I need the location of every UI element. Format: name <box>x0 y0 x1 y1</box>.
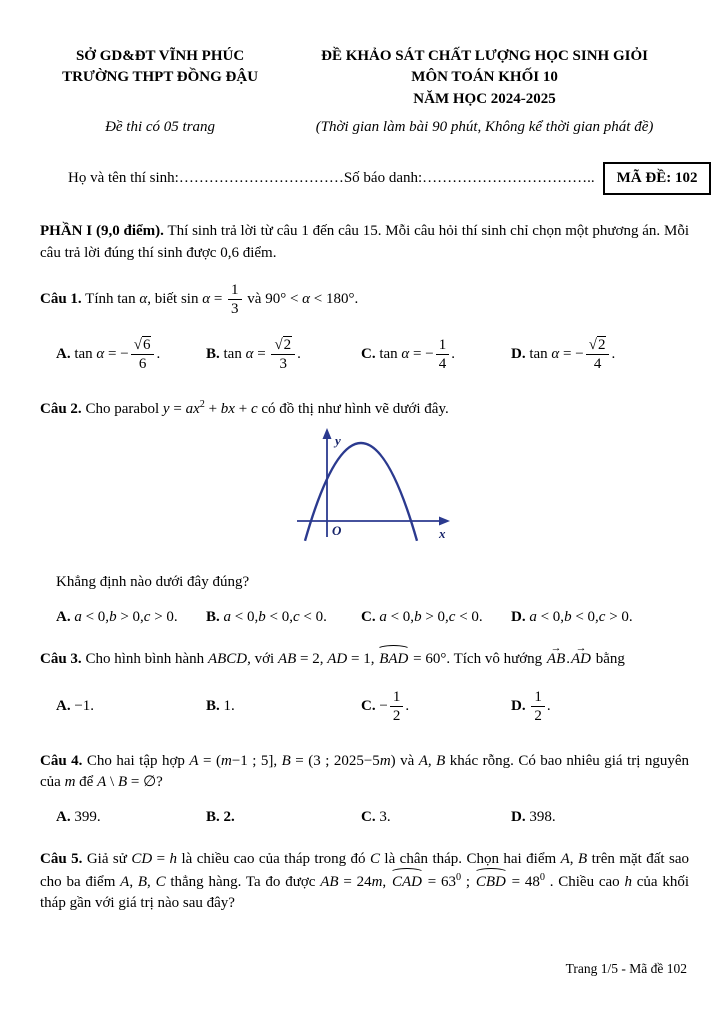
page-count-note: Đề thi có 05 trang <box>105 118 216 135</box>
question-5-body: Giả sử CD = h là chiều cao của tháp trong đó C là chân tháp. Chọn hai điểm A, B trên mặt đất sao cho ba điểm A, B, C thẳng hàng. Ta đo được AB = 24m, CAD = $63^0$ ; CBD = $48^0$ . Chiều cao h của khối tháp gần với giá trị nào sau đây? <box>40 851 690 911</box>
y-axis-arrow <box>322 428 331 439</box>
option-label: B. <box>206 808 220 825</box>
x-axis-label: x <box>438 525 445 541</box>
question-1-options <box>40 327 689 381</box>
option-label: C. <box>361 698 376 715</box>
option-value: 398. <box>529 808 556 825</box>
question-1-label: Câu 1. <box>40 291 82 308</box>
exam-year: NĂM HỌC 2024-2025 <box>413 90 556 107</box>
question-4-body: Cho hai tập hợp A = (m−1 ; 5], B = (3 ; 2025−5m) và A, B khác rỗng. Có bao nhiêu giá trị nguyên của m để A \ B = ∅? <box>40 752 690 790</box>
fraction: $\frac{√2}{4}$ <box>586 337 610 372</box>
parabola-figure <box>58 429 689 558</box>
x-axis-arrow <box>439 516 450 525</box>
answer-option <box>511 807 689 828</box>
department-name: SỞ GD&ĐT VĨNH PHÚC <box>75 48 245 64</box>
candidate-name-dots: …………………………… <box>178 170 344 187</box>
option-value: −1. <box>74 697 95 714</box>
angle-hat-notation: BAD <box>378 649 409 670</box>
option-label: A. <box>56 345 71 362</box>
parabola-graph <box>289 429 459 551</box>
answer-option <box>56 807 206 828</box>
parabola-curve <box>305 443 417 541</box>
answer-option <box>511 607 689 628</box>
question-3-body: Cho hình bình hành ABCD, với AB = 2, AD = 1, BAD = 60°. Tích vô hướng AB →.AD → bằng <box>85 651 624 667</box>
question-5-label: Câu 5. <box>40 851 83 868</box>
answer-option <box>511 336 689 373</box>
option-value: a < 0,b < 0,c > 0. <box>529 608 633 625</box>
part1-instructions: Thí sinh trả lời từ câu 1 đến câu 15. Mỗi câu hỏi thí sinh chỉ chọn một phương án. Mỗi câu trả lời đúng thí sinh được 0,6 điểm. <box>40 223 689 261</box>
question-2-options <box>40 602 689 632</box>
question-2 <box>40 398 689 420</box>
candidate-id-label: Số báo danh: <box>343 170 423 187</box>
exam-title: ĐỀ KHẢO SÁT CHẤT LƯỢNG HỌC SINH GIỎI <box>321 48 648 64</box>
answer-option <box>511 688 689 725</box>
option-value: tan α = $\frac{√2}{3}$ . <box>223 336 301 372</box>
question-2-body: Cho parabol $y = ax^2$ + bx + c có đồ thị như hình vẽ dưới đây. <box>85 399 449 418</box>
option-label: C. <box>361 345 376 362</box>
option-value: a < 0,b < 0,c < 0. <box>223 608 327 625</box>
candidate-id-dots: …………………………….. <box>422 170 595 187</box>
answer-option <box>361 688 511 725</box>
question-3 <box>40 649 689 670</box>
option-value: 1. <box>223 697 235 714</box>
candidate-row <box>68 162 698 195</box>
option-value: $\frac{1}{2}$ . <box>529 698 550 714</box>
option-value: tan α = − $\frac{√2}{4}$ . <box>529 336 616 372</box>
option-value: 2. <box>223 808 235 825</box>
exam-header-notes <box>40 117 689 138</box>
option-label: B. <box>206 608 220 625</box>
question-1 <box>40 281 689 318</box>
option-label: A. <box>56 808 71 825</box>
answer-option <box>206 807 361 828</box>
page-footer: Trang 1/5 - Mã đề 102 <box>565 960 687 976</box>
question-3-label: Câu 3. <box>40 651 82 668</box>
question-1-body: Tính tan α, biết sin α = $\frac{1}{3}$ và 90° < α < 180°. <box>85 282 359 318</box>
fraction: $\frac{√6}{6}$ <box>131 337 155 372</box>
exam-header <box>40 46 689 110</box>
question-4-options <box>40 802 689 832</box>
answer-option <box>56 696 206 717</box>
question-2-subquestion: Khẳng định nào dưới đây đúng? <box>56 574 250 591</box>
question-4 <box>40 751 689 794</box>
fraction: $\frac{1}{2}$ <box>390 689 404 724</box>
fraction: $\frac{1}{3}$ <box>228 282 242 317</box>
option-label: D. <box>511 808 526 825</box>
vector-notation: AD → <box>571 649 591 670</box>
option-value: a < 0,b > 0,c < 0. <box>379 608 483 625</box>
option-label: C. <box>361 608 376 625</box>
option-value: tan α = − $\frac{1}{4}$ . <box>379 336 455 372</box>
angle-hat-notation: CAD <box>391 872 423 893</box>
question-3-options <box>40 680 689 734</box>
candidate-name-label: Họ và tên thí sinh: <box>68 170 179 187</box>
sqrt-expression: √2 <box>274 336 292 353</box>
question-2-label: Câu 2. <box>40 401 82 418</box>
answer-option <box>361 336 511 373</box>
origin-label: O <box>331 522 341 538</box>
option-label: A. <box>56 608 71 625</box>
part1-heading: PHẦN I (9,0 điểm). <box>40 223 164 240</box>
option-value: tan α = − $\frac{√6}{6}$ . <box>74 336 161 372</box>
answer-option <box>206 607 361 628</box>
option-value: 3. <box>379 808 391 825</box>
answer-option <box>56 336 206 373</box>
exam-code-box: MÃ ĐỀ: 102 <box>603 162 712 195</box>
sqrt-expression: √6 <box>133 336 151 353</box>
header-school <box>40 46 280 110</box>
duration-note: (Thời gian làm bài 90 phút, Không kể thời gian phát đề) <box>315 118 654 135</box>
option-value: 399. <box>74 808 101 825</box>
answer-option <box>206 696 361 717</box>
answer-option <box>206 336 361 373</box>
answer-option <box>56 607 206 628</box>
question-4-label: Câu 4. <box>40 752 83 769</box>
option-value: a < 0,b > 0,c > 0. <box>74 608 178 625</box>
option-label: B. <box>206 345 220 362</box>
school-name: TRƯỜNG THPT ĐỒNG ĐẬU <box>62 69 259 86</box>
header-exam-title <box>280 46 689 110</box>
answer-option <box>361 807 511 828</box>
fraction: $\frac{1}{2}$ <box>531 689 545 724</box>
option-label: C. <box>361 808 376 825</box>
angle-hat-notation: CBD <box>475 872 507 893</box>
option-label: B. <box>206 697 220 714</box>
sqrt-expression: √2 <box>588 336 606 353</box>
option-label: D. <box>511 698 526 715</box>
answer-option <box>361 607 511 628</box>
exam-subject: MÔN TOÁN KHỐI 10 <box>411 69 558 86</box>
question-5 <box>40 849 689 914</box>
vector-notation: AB → <box>547 649 565 670</box>
option-label: D. <box>511 345 526 362</box>
option-label: D. <box>511 608 526 625</box>
y-axis-label: y <box>334 432 341 448</box>
part1-intro <box>40 221 689 264</box>
option-label: A. <box>56 697 71 714</box>
fraction: $\frac{√2}{3}$ <box>271 337 295 372</box>
option-value: − $\frac{1}{2}$ . <box>379 688 410 725</box>
fraction: $\frac{1}{4}$ <box>436 337 450 372</box>
